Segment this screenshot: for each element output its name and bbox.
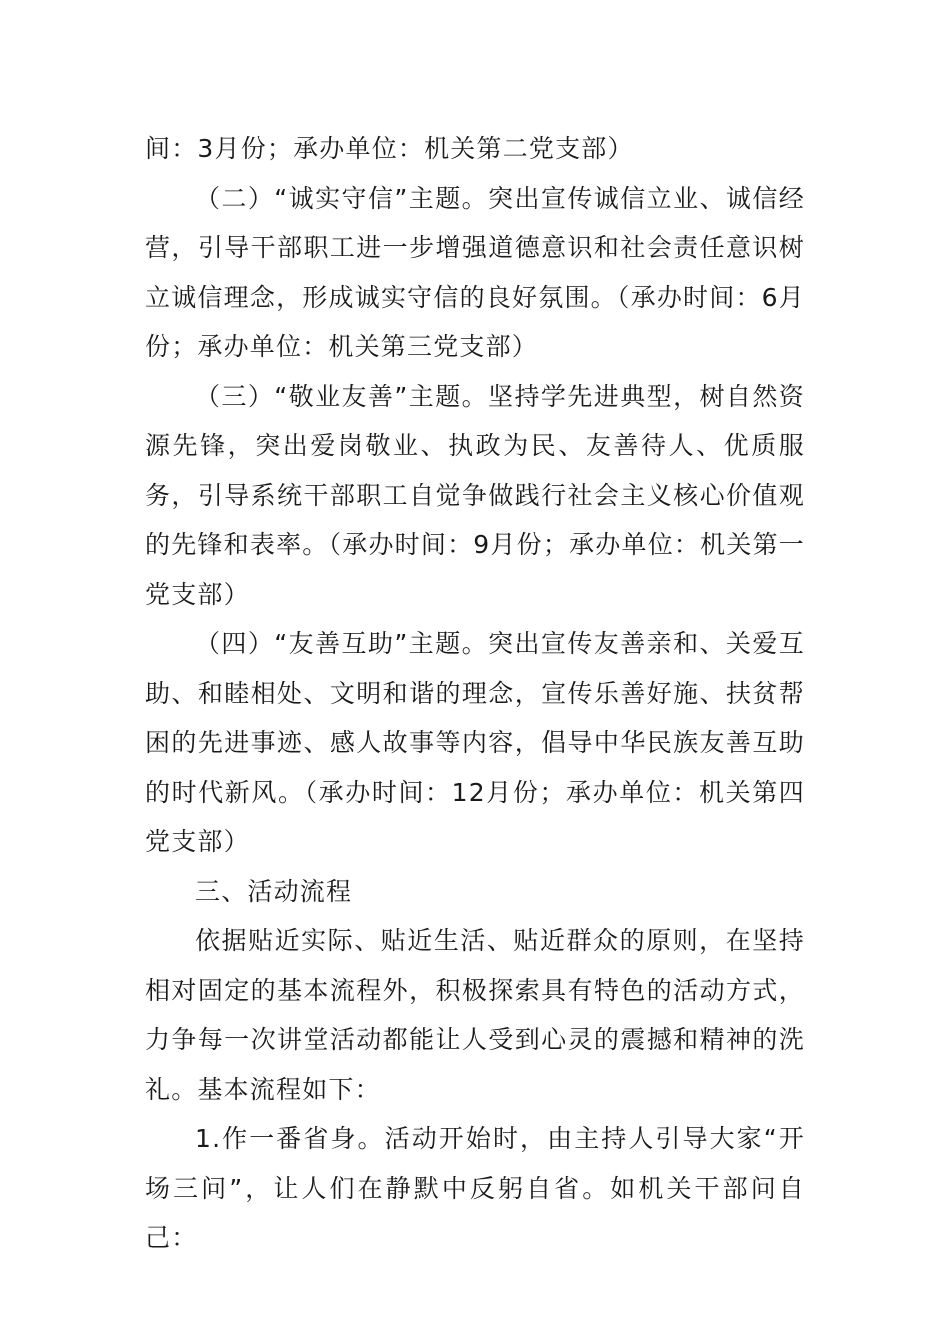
paragraph-continuation: 间：3月份；承办单位：机关第二党支部） xyxy=(145,134,634,163)
paragraph-section-four: （四）“友善互助”主题。突出宣传友善亲和、关爱互助、和睦相处、文明和谐的理念，宣传乐善好施、扶贫帮困的先进事迹、感人故事等内容，倡导中华民族友善互助的时代新风。（承办时间：12月份；承办单位：机关第四党支部） xyxy=(145,629,805,856)
paragraph-process-intro: 依据贴近实际、贴近生活、贴近群众的原则，在坚持相对固定的基本流程外，积极探索具有特色的活动方式，力争每一次讲堂活动都能让人受到心灵的震撼和精神的洗礼。基本流程如下： xyxy=(145,926,805,1104)
paragraph-section-three: （三）“敬业友善”主题。坚持学先进典型，树自然资源先锋，突出爱岗敬业、执政为民、友善待人、优质服务，引导系统干部职工自觉争做践行社会主义核心价值观的先锋和表率。（承办时间：9月份；承办单位：机关第一党支部） xyxy=(145,381,805,609)
paragraph-section-two: （二）“诚实守信”主题。突出宣传诚信立业、诚信经营，引导干部职工进一步增强道德意识和社会责任意识树立诚信理念，形成诚实守信的良好氛围。（承办时间：6月份；承办单位：机关第三党支部） xyxy=(145,183,805,361)
paragraph-step-one: 1.作一番省身。活动开始时，由主持人引导大家“开场三问”，让人们在静默中反躬自省。如机关干部问自己： xyxy=(145,1124,805,1252)
heading-activity-process: 三、活动流程 xyxy=(195,876,353,906)
document-body xyxy=(145,124,805,1263)
